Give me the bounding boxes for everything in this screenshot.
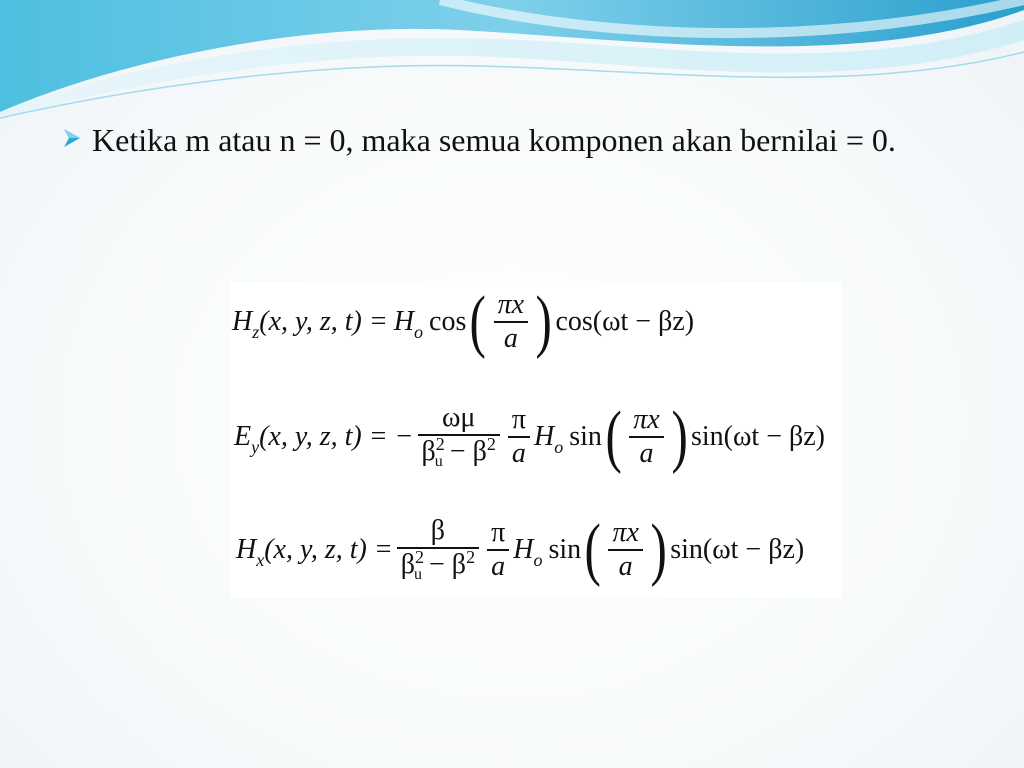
equations-image [230,282,842,598]
hx-tail: sin(ωt − βz) [670,534,805,565]
hx-args: (x, y, z, t) = [264,534,393,565]
hx-coefficient: $\frac{\beta}{\beta^2_u - \beta^2}$ [397,515,479,585]
hz-symbol: H [232,306,253,337]
hz-fraction: $\frac{\pi x}{a}$ [494,289,528,355]
ey-subscript: y [251,436,260,457]
hx-fraction: $\frac{\pi x}{a}$ [608,517,642,583]
hx-amplitude-sub: o [533,549,543,570]
left-paren: ( [584,511,601,588]
hz-args: (x, y, z, t) = [259,306,388,337]
ey-coefficient: $\frac{\omega\mu}{\beta^2_u - \beta^2}$ [418,402,500,472]
equation-ey [234,400,825,474]
right-paren: ) [671,398,688,475]
ey-func: sin [569,421,602,452]
hx-subscript: x [256,549,265,570]
hx-symbol: H [236,534,257,565]
right-paren: ) [650,511,667,588]
bullet-text: Ketika m atau n = 0, maka semua komponen akan bernilai = 0. [92,122,896,158]
hx-amplitude: H [513,534,534,565]
hx-func: sin [548,534,582,565]
hz-amplitude: H [393,306,415,337]
right-paren: ) [535,283,552,360]
ey-args: (x, y, z, t) = − [259,421,414,452]
ey-fraction: $\frac{\pi x}{a}$ [629,404,663,470]
header-wave-decoration [0,0,1024,130]
equation-hz [232,283,695,360]
ey-pi-over-a: $\frac{\pi}{a}$ [508,404,530,470]
ey-symbol: E [234,421,252,452]
hz-func: cos [429,306,467,337]
equation-hx [236,510,804,590]
hz-amplitude-sub: o [414,321,424,342]
hz-subscript: z [252,321,260,342]
ey-amplitude-sub: o [554,436,564,457]
hz-tail: cos(ωt − βz) [555,306,695,337]
left-paren: ( [605,398,622,475]
left-paren: ( [469,283,487,360]
hx-pi-over-a: $\frac{\pi}{a}$ [487,517,509,583]
ey-tail: sin(ωt − βz) [691,421,825,452]
arrow-bullet-icon [62,118,92,158]
ey-amplitude: H [533,421,555,452]
bullet-item [62,118,942,162]
